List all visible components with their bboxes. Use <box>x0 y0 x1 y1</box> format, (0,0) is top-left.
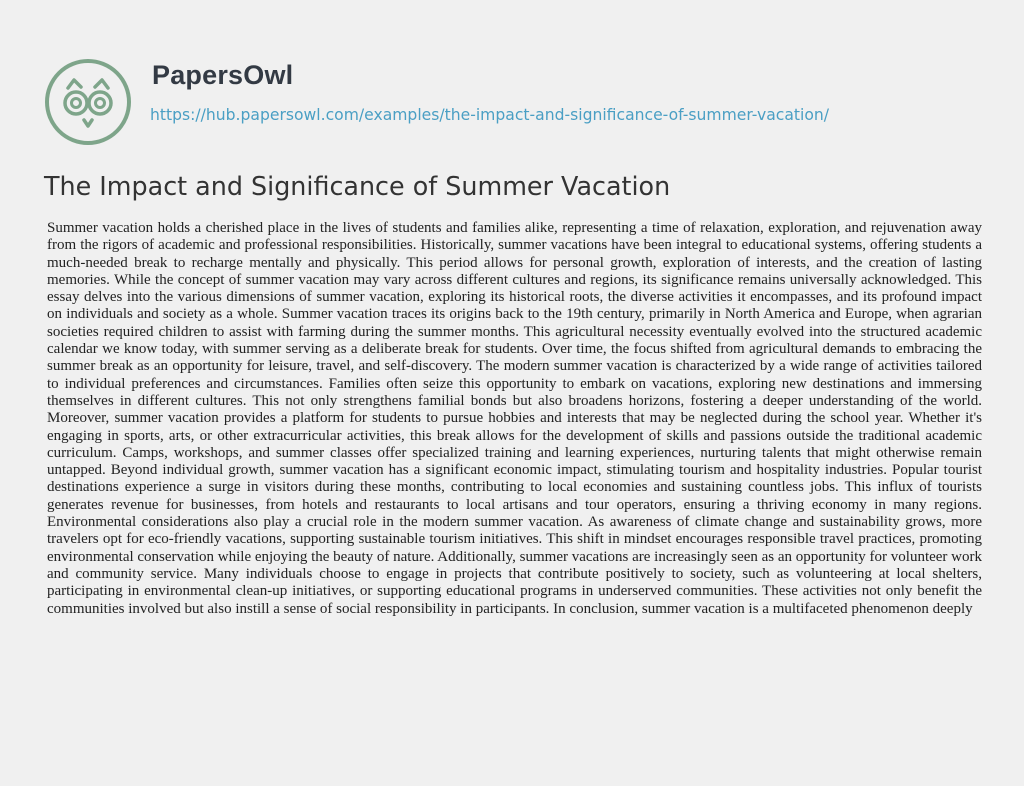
owl-logo-icon <box>44 58 132 146</box>
article-title: The Impact and Significance of Summer Vacation <box>44 171 671 201</box>
article-body: Summer vacation holds a cherished place in the lives of students and families alike, representing a time of relaxation, exploration, and rejuvenation away from the rigors of academic and professional responsibilities. Historically, summer vacations have been integral to educational systems, offering students a much-needed break to recharge mentally and physically. This period allows for personal growth, exploration of interests, and the creation of lasting memories. While the concept of summer vacation may vary across different cultures and regions, its significance remains universally acknowledged. This essay delves into the various dimensions of summer vacation, exploring its historical roots, the diverse activities it encompasses, and its profound impact on individuals and society as a whole. Summer vacation traces its origins back to the 19th century, primarily in North America and Europe, when agrarian societies required children to assist with farming during the summer months. This agricultural necessity eventually evolved into the structured academic calendar we know today, with summer serving as a deliberate break for students. Over time, the focus shifted from agricultural demands to embracing the summer break as an opportunity for leisure, travel, and self-discovery. The modern summer vacation is characterized by a wide range of activities tailored to individual preferences and circumstances. Families often seize this opportunity to embark on vacations, exploring new destinations and immersing themselves in different cultures. This not only strengthens familial bonds but also broadens horizons, fostering a deeper understanding of the world. Moreover, summer vacation provides a platform for students to pursue hobbies and interests that may be neglected during the school year. Whether it's engaging in sports, arts, or other extracurricular activities, this break allows for the development of skills and passions outside the traditional academic curriculum. Camps, workshops, and summer classes offer specialized training and learning experiences, nurturing talents that might otherwise remain untapped. Beyond individual growth, summer vacation has a significant economic impact, stimulating tourism and hospitality industries. Popular tourist destinations experience a surge in visitors during these months, contributing to local economies and sustaining countless jobs. This influx of tourists generates revenue for businesses, from hotels and restaurants to local artisans and tour operators, ensuring a thriving economy in many regions. Environmental considerations also play a crucial role in the modern summer vacation. As awareness of climate change and sustainability grows, more travelers opt for eco-friendly vacations, supporting sustainable tourism initiatives. This shift in mindset encourages responsible travel practices, promoting environmental conservation while enjoying the beauty of nature. Additionally, summer vacations are increasingly seen as an opportunity for volunteer work and community service. Many individuals choose to engage in projects that contribute positively to society, such as volunteering at local shelters, participating in environmental clean-up initiatives, or supporting educational programs in underserved communities. These activities not only benefit the communities involved but also instill a sense of social responsibility in participants. In conclusion, summer vacation is a multifaceted phenomenon deeply <box>47 220 983 617</box>
site-header <box>44 58 944 146</box>
source-url-link[interactable]: https://hub.papersowl.com/examples/the-impact-and-significance-of-summer-vacation/ <box>150 106 830 124</box>
brand-name: PapersOwl <box>152 60 294 90</box>
